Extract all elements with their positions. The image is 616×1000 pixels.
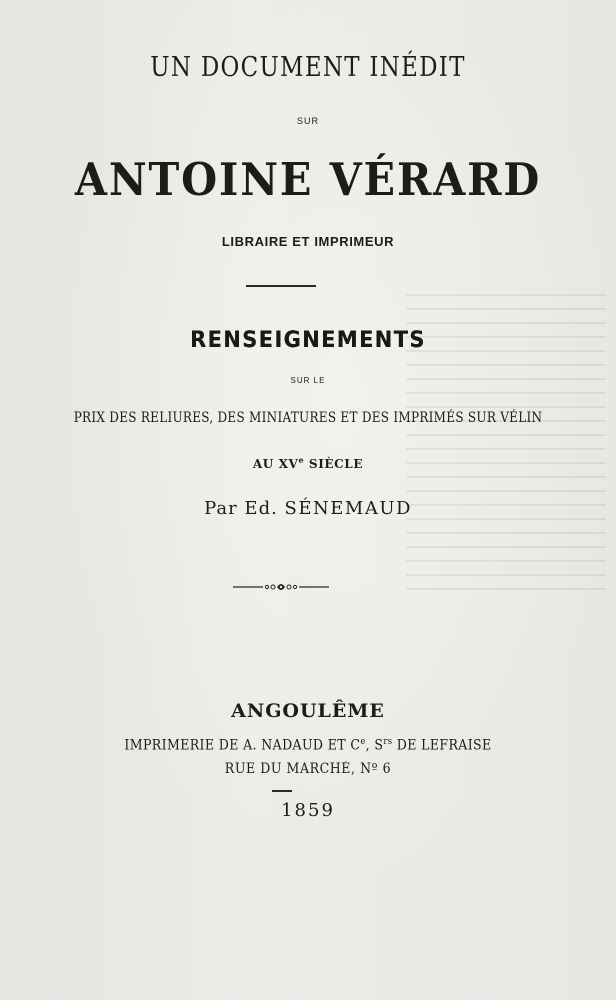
divider-rule xyxy=(246,285,316,287)
description: PRIX DES RELIURES, DES MINIATURES ET DES IMPRIMÉS SUR VÉLIN xyxy=(73,410,543,426)
connector-sur: SUR xyxy=(296,116,319,126)
publisher-address: RUE DU MARCHÉ, Nº 6 xyxy=(224,761,392,777)
printer-part-1: IMPRIMERIE DE A. NADAUD ET C xyxy=(124,737,361,754)
publication-year: 1859 xyxy=(281,800,335,821)
subtitle: LIBRAIRE ET IMPRIMEUR xyxy=(221,234,395,249)
century-superscript: e xyxy=(298,455,305,465)
century-suffix: SIÈCLE xyxy=(304,457,364,471)
publisher-city: ANGOULÊME xyxy=(231,700,385,722)
author-name: SÉNEMAUD xyxy=(284,498,412,519)
section-heading xyxy=(15,328,600,353)
author-line xyxy=(0,498,616,519)
title-line-1: UN DOCUMENT INÉDIT xyxy=(150,52,466,83)
short-rule xyxy=(272,790,292,792)
century-line xyxy=(0,455,616,471)
section-heading-text: RENSEIGNEMENTS xyxy=(190,328,426,353)
printer-part-3: DE LEFRAISE xyxy=(392,737,492,754)
ornament-rule-icon xyxy=(233,578,329,596)
printer-superscript-2: rs xyxy=(383,737,393,747)
printer-superscript-1: e xyxy=(360,737,366,747)
title-line-2: ANTOINE VÉRARD xyxy=(74,153,542,206)
century-prefix: AU XV xyxy=(252,457,299,471)
connector-sur-le: SUR LE xyxy=(290,376,326,385)
printer-part-2: , S xyxy=(365,737,384,754)
publisher-printer xyxy=(22,737,595,754)
author-prefix: Par Ed. xyxy=(204,498,285,519)
